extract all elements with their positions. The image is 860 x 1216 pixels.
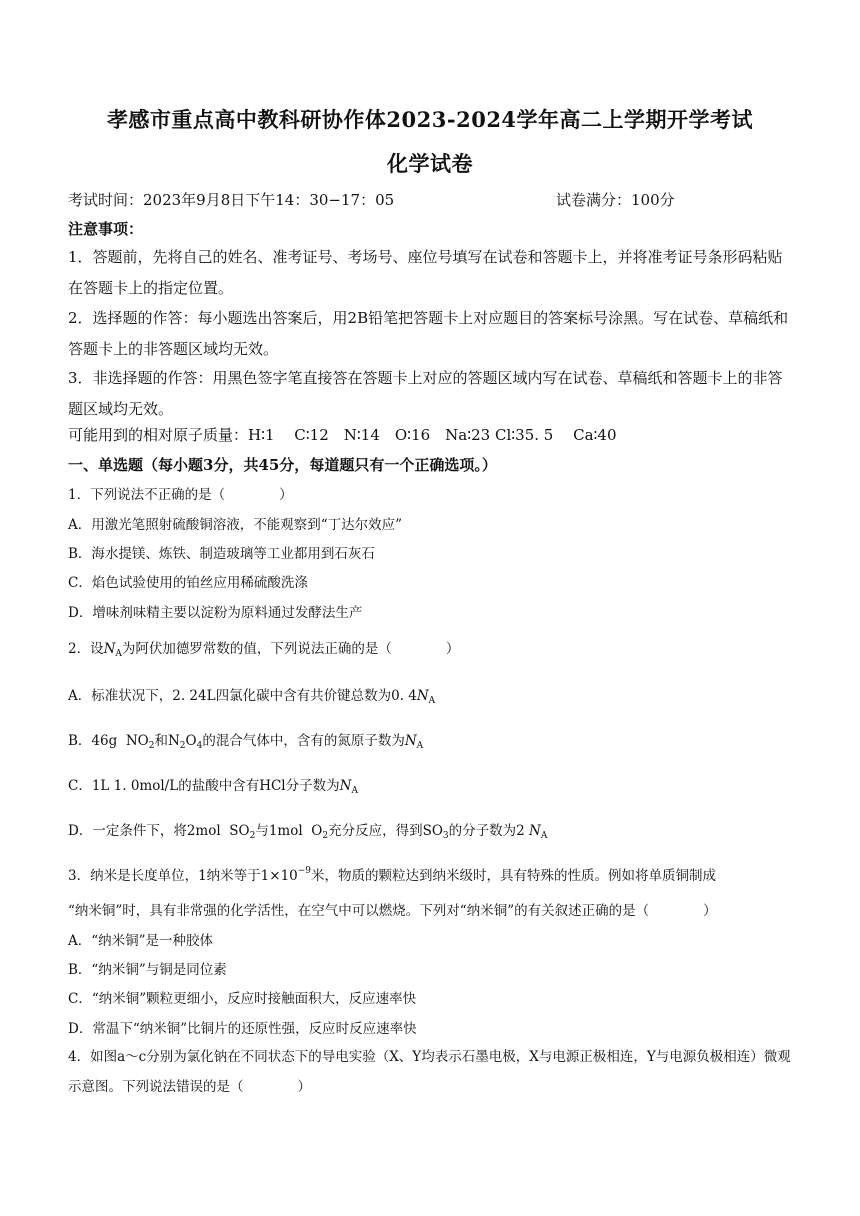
q3-stem-a: 3．纳米是长度单位，1纳米等于1×10 [68, 868, 298, 884]
question-1-option-d: D．增味剂味精主要以淀粉为原料通过发酵法生产 [68, 605, 363, 621]
exam-title: 孝感市重点高中教科研协作体2023-2024学年高二上学期开学考试 [106, 107, 754, 132]
notice-item-1: 1．答题前，先将自己的姓名、准考证号、考场号、座位号填写在试卷和答题卡上，并将准考证号条形码粘贴在答题卡上的指定位置。 [68, 248, 783, 297]
q2-stem-suffix: 为阿伏加德罗常数的值，下列说法正确的是（ ） [121, 641, 460, 657]
question-2-option-b: B．46g $NO_2$和$N_2O_4$的混合气体中，含有的氮原子数为$N_A$ [68, 733, 424, 751]
na-symbol: N [339, 778, 352, 794]
subscript-4: 4 [196, 741, 203, 751]
q2-d-text1: D．一定条件下，将2mol [68, 823, 221, 839]
na-subscript: A [428, 696, 436, 706]
formula-so2: SO [229, 823, 250, 839]
question-1-stem: 1．下列说法不正确的是（ ） [68, 487, 293, 503]
notice-item-3: 3．非选择题的作答：用黑色签字笔直接答在答题卡上对应的答题区域内写在试卷、草稿纸和答题卡上的非答题区域均无效。 [68, 369, 783, 418]
q2-b-text1: B．46g [68, 733, 118, 749]
question-2-stem [68, 637, 796, 659]
na-symbol: N [404, 733, 417, 749]
question-3-option-a: A．“纳米铜”是一种胶体 [68, 933, 214, 949]
notice-heading: 注意事项： [68, 220, 144, 238]
exam-time: 考试时间：2023年9月8日下午14：30−17：05 [68, 191, 395, 209]
q2-d-text2: 与1mol [255, 823, 303, 839]
section-heading: 一、单选题（每小题3分，共45分，每道题只有一个正确选项。） [68, 456, 497, 474]
formula-no2: NO [125, 733, 149, 749]
q2-b-text3: 的混合气体中，含有的氮原子数为 [202, 733, 405, 749]
atomic-masses: 可能用到的相对原子质量：H∶1 C∶12 N∶14 O∶16 Na∶23 Cl∶35. 5 Ca∶40 [68, 426, 617, 444]
exam-subtitle: 化学试卷 [387, 151, 473, 176]
question-4-stem: 4．如图a～c分别为氯化钠在不同状态下的导电实验（X、Y均表示石墨电极，X与电源正极相连，Y与电源负极相连）微观示意图。下列说法错误的是（ ） [68, 1049, 791, 1095]
na-subscript: A [115, 649, 122, 659]
na-subscript: A [416, 741, 424, 751]
na-symbol: N [103, 641, 116, 657]
full-score: 试卷满分：100分 [556, 191, 675, 209]
question-3-option-c: C．“纳米铜”颗粒更细小，反应时接触面积大，反应速率快 [68, 991, 417, 1007]
na-symbol: N [416, 688, 429, 704]
question-1-option-c: C．焰色试验使用的铂丝应用稀硫酸洗涤 [68, 575, 308, 591]
na-subscript: A [351, 786, 358, 796]
q2-b-text2: 和 [154, 733, 168, 749]
subscript-2: 2 [148, 741, 155, 751]
q3-exponent: −9 [297, 866, 312, 876]
question-2-option-c [68, 774, 796, 796]
q2-c-text: C．1L 1. 0mol/L的盐酸中含有HCl分子数为 [68, 778, 340, 794]
subscript-2: 2 [322, 831, 329, 841]
question-3-stem-line-2: “纳米铜”时，具有非常强的化学活性，在空气中可以燃烧。下列对“纳米铜”的有关叙述正确的是（ ） [68, 903, 717, 919]
formula-o2: O [311, 823, 323, 839]
question-2-option-a [68, 684, 796, 706]
notice-item-2: 2．选择题的作答：每小题选出答案后，用2B铅笔把答题卡上对应题目的答案标号涂黑。写在试卷、草稿纸和答题卡上的非答题区域均无效。 [68, 309, 789, 358]
formula-n2o4-n: N [167, 733, 180, 749]
formula-so3: SO [422, 823, 443, 839]
na-symbol: N [529, 823, 541, 839]
na-subscript: A [540, 831, 548, 841]
q2-d-text3: 充分反应，得到 [328, 823, 423, 839]
question-3-stem-line-1 [68, 864, 796, 884]
q2-a-text: A．标准状况下，2. 24L四氯化碳中含有共价键总数为0. 4 [68, 688, 417, 704]
subscript-3: 3 [442, 831, 449, 841]
question-1-option-b: B．海水提镁、炼铁、制造玻璃等工业都用到石灰石 [68, 546, 375, 562]
question-1-option-a: A．用激光笔照射硫酸铜溶液，不能观察到“丁达尔效应” [68, 517, 403, 533]
q3-stem-b: 米，物质的颗粒达到纳米级时，具有特殊的性质。例如将单质铜制成 [311, 868, 717, 884]
question-2-option-d [68, 819, 796, 841]
subscript-2: 2 [249, 831, 256, 841]
q2-stem-prefix: 2．设 [68, 641, 104, 657]
question-3-option-d: D．常温下“纳米铜”比铜片的还原性强，反应时反应速率快 [68, 1021, 417, 1037]
subscript-2: 2 [179, 741, 186, 751]
question-3-option-b: B．“纳米铜”与铜是同位素 [68, 962, 227, 978]
q2-d-text4: 的分子数为2 [448, 823, 525, 839]
